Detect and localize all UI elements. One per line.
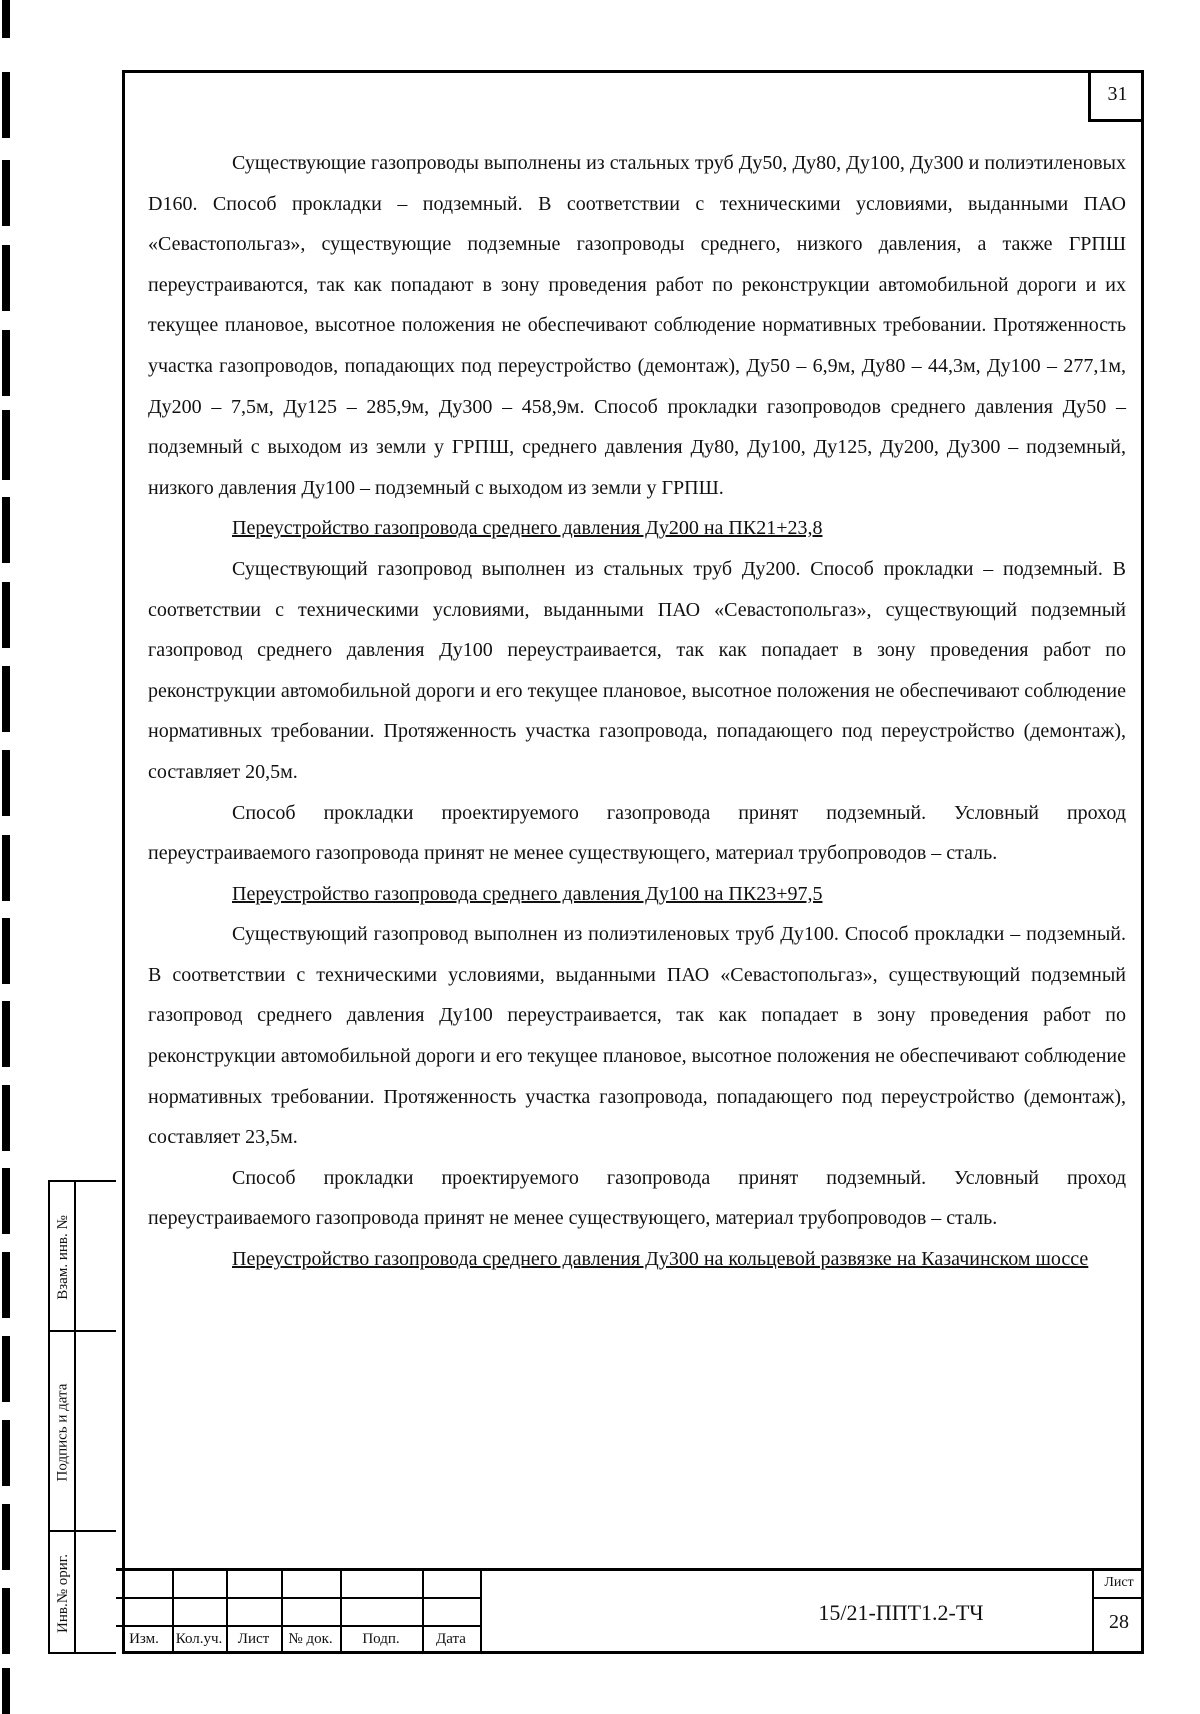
col-izm: Изм. bbox=[129, 1631, 159, 1647]
grid-line bbox=[116, 1625, 480, 1627]
page-number: 31 bbox=[1088, 70, 1144, 122]
side-stamp bbox=[48, 1180, 116, 1654]
section-heading: Переустройство газопровода среднего давления Ду200 на ПК21+23,8 bbox=[232, 517, 823, 540]
binding-mark bbox=[2, 1668, 10, 1714]
binding-mark bbox=[2, 918, 10, 984]
binding-mark bbox=[2, 0, 10, 38]
binding-mark bbox=[2, 1252, 10, 1318]
binding-mark bbox=[2, 582, 10, 648]
binding-mark bbox=[2, 1085, 10, 1151]
paragraph: Существующий газопровод выполнен из полиэтиленовых труб Ду100. Способ прокладки – подземный. В соответствии с техническими условиями, выданными ПАО «Севастопольгаз», существующий подземный газопровод среднего давления Ду100 переустраивается, так как попадает в зону проведения работ по реконструкции автомобильной дороги и его текущее плановое, высотное положения не обеспечивают соблюдение нормативных требовании. Протяженность участка газопровода, попадающего под переустройство (демонтаж), составляет 23,5м. bbox=[148, 923, 1126, 1149]
title-block bbox=[116, 1568, 1144, 1654]
body-text bbox=[148, 143, 1126, 1280]
binding-mark bbox=[2, 160, 10, 226]
paragraph: Существующий газопровод выполнен из стальных труб Ду200. Способ прокладки – подземный. В соответствии с техническими условиями, выданными ПАО «Севастопольгаз», существующий подземный газопровод среднего давления Ду100 переустраивается, так как попадает в зону проведения работ по реконструкции автомобильной дороги и его текущее плановое, высотное положения не обеспечивают соблюдение нормативных требовании. Протяженность участка газопровода, попадающего под переустройство (демонтаж), составляет 20,5м. bbox=[148, 557, 1126, 783]
binding-mark bbox=[2, 835, 10, 901]
binding-mark bbox=[2, 1001, 10, 1067]
document-code: 15/21-ППТ1.2-ТЧ bbox=[818, 1599, 984, 1625]
binding-mark bbox=[2, 750, 10, 816]
sheet-divider bbox=[1094, 1597, 1144, 1599]
binding-mark bbox=[2, 1420, 10, 1486]
section-heading: Переустройство газопровода среднего давления Ду100 на ПК23+97,5 bbox=[232, 882, 823, 905]
col-kol-uch: Кол.уч. bbox=[175, 1631, 223, 1647]
binding-mark bbox=[2, 330, 10, 396]
sheet-box bbox=[1092, 1571, 1144, 1654]
paragraph: Существующие газопроводы выполнены из стальных труб Ду50, Ду80, Ду100, Ду300 и полиэтиленовых D160. Способ прокладки – подземный. В соответствии с техническими условиями, выданными ПАО «Севастопольгаз», существующие подземные газопроводы среднего, низкого давления, а также ГРПШ переустраиваются, так как попадают в зону проведения работ по реконструкции автомобильной дороги и их текущее плановое, высотное положения не обеспечивают соблюдение нормативных требовании. Протяженность участка газопроводов, попадающих под переустройство (демонтаж), Ду50 – 6,9м, Ду80 – 44,3м, Ду100 – 277,1м, Ду200 – 7,5м, Ду125 – 285,9м, Ду300 – 458,9м. Способ прокладки газопроводов среднего давления Ду50 – подземный с выходом из земли у ГРПШ, среднего давления Ду80, Ду100, Ду125, Ду200, Ду300 – подземный, низкого давления Ду100 – подземный с выходом из земли у ГРПШ. bbox=[148, 152, 1126, 499]
binding-mark bbox=[2, 410, 10, 480]
grid-line bbox=[480, 1571, 482, 1654]
vzam-label: Взам. инв. № bbox=[54, 1214, 71, 1300]
section-heading: Переустройство газопровода среднего давления Ду300 на кольцевой развязке на Казачинском шоссе bbox=[232, 1248, 1089, 1271]
podpis-label-cell bbox=[50, 1332, 76, 1532]
vzam-label-cell bbox=[50, 1182, 76, 1332]
grid-line bbox=[116, 1597, 480, 1599]
col-signature: Подп. bbox=[362, 1631, 400, 1647]
paragraph: Способ прокладки проектируемого газопровода принят подземный. Условный проход переустраиваемого газопровода принят не менее существующего, материал трубопроводов – сталь. bbox=[148, 801, 1126, 865]
inv-label: Инв.№ ориг. bbox=[54, 1553, 71, 1633]
binding-mark bbox=[2, 245, 10, 311]
binding-mark bbox=[2, 1504, 10, 1570]
col-doc-number: № док. bbox=[288, 1631, 333, 1647]
podpis-label: Подпись и дата bbox=[54, 1383, 71, 1481]
binding-mark bbox=[2, 72, 10, 138]
paragraph: Способ прокладки проектируемого газопровода принят подземный. Условный проход переустраиваемого газопровода принят не менее существующего, материал трубопроводов – сталь. bbox=[148, 1166, 1126, 1230]
binding-mark bbox=[2, 1168, 10, 1234]
binding-mark bbox=[2, 666, 10, 732]
inv-label-cell bbox=[50, 1532, 76, 1654]
binding-mark bbox=[2, 497, 10, 563]
binding-mark bbox=[2, 1588, 10, 1654]
col-list: Лист bbox=[237, 1631, 270, 1647]
col-date: Дата bbox=[436, 1631, 466, 1647]
binding-mark bbox=[2, 1336, 10, 1402]
sheet-number: 28 bbox=[1109, 1611, 1129, 1633]
sheet-label: Лист bbox=[1104, 1575, 1134, 1590]
